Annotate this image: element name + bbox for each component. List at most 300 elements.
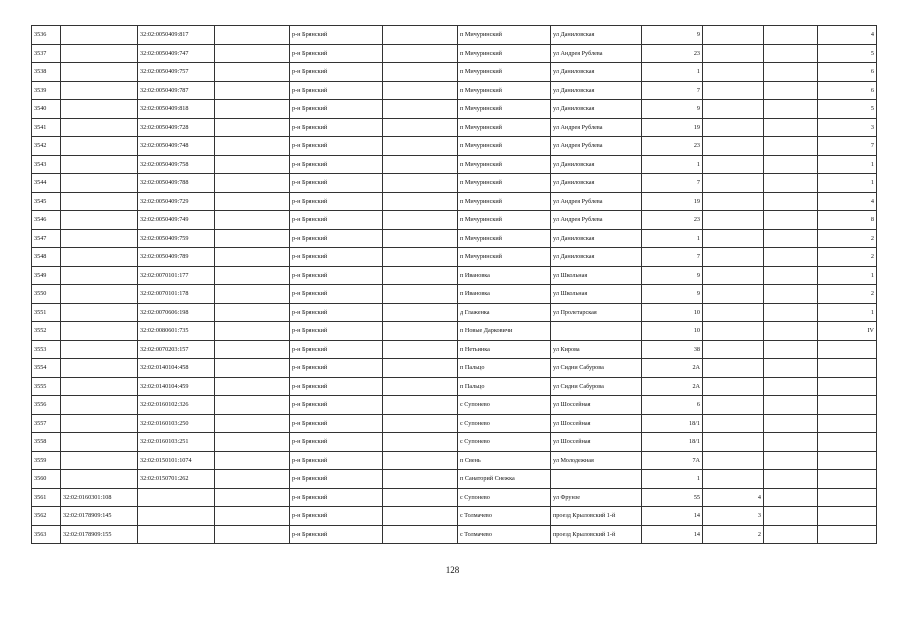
cell-empty-col-6 bbox=[383, 44, 458, 63]
cell-empty-col-11 bbox=[764, 303, 818, 322]
cell-cadastral-number-b: 32:02:0050409:757 bbox=[138, 63, 215, 82]
cell-building-number bbox=[703, 451, 764, 470]
cell-record-number: 3540 bbox=[32, 100, 61, 119]
table-row bbox=[32, 137, 877, 156]
cell-district: р-н Брянский bbox=[290, 414, 383, 433]
cell-district: р-н Брянский bbox=[290, 266, 383, 285]
cell-empty-col-11 bbox=[764, 322, 818, 341]
cell-empty-col-6 bbox=[383, 81, 458, 100]
cell-empty-col-11 bbox=[764, 359, 818, 378]
cell-apartment-number: 3 bbox=[818, 118, 877, 137]
cell-empty-col-6 bbox=[383, 377, 458, 396]
cell-record-number: 3549 bbox=[32, 266, 61, 285]
cell-house-number: 9 bbox=[642, 266, 703, 285]
cell-settlement: с Супонево bbox=[458, 414, 551, 433]
page-number: 128 bbox=[445, 565, 460, 575]
cell-empty-col-4 bbox=[215, 340, 290, 359]
cell-empty-col-11 bbox=[764, 507, 818, 526]
cell-house-number: 14 bbox=[642, 525, 703, 544]
cell-empty-col-6 bbox=[383, 507, 458, 526]
cell-record-number: 3552 bbox=[32, 322, 61, 341]
table-row bbox=[32, 118, 877, 137]
cell-cadastral-number-a: 32:02:0160301:108 bbox=[61, 488, 138, 507]
cell-district: р-н Брянский bbox=[290, 137, 383, 156]
cell-empty-col-4 bbox=[215, 266, 290, 285]
cell-settlement: с Супонево bbox=[458, 396, 551, 415]
cell-cadastral-number-b: 32:02:0150101:1074 bbox=[138, 451, 215, 470]
cell-cadastral-number-a bbox=[61, 285, 138, 304]
cell-house-number: 55 bbox=[642, 488, 703, 507]
cell-apartment-number: 5 bbox=[818, 44, 877, 63]
cell-apartment-number: 2 bbox=[818, 248, 877, 267]
cell-building-number bbox=[703, 137, 764, 156]
cell-record-number: 3560 bbox=[32, 470, 61, 489]
cell-settlement: п Мичуринский bbox=[458, 211, 551, 230]
cell-empty-col-11 bbox=[764, 155, 818, 174]
cell-empty-col-4 bbox=[215, 211, 290, 230]
cell-street: ул Даниловская bbox=[551, 100, 642, 119]
cell-empty-col-4 bbox=[215, 81, 290, 100]
cell-apartment-number: 8 bbox=[818, 211, 877, 230]
cell-house-number: 1 bbox=[642, 229, 703, 248]
cell-record-number: 3545 bbox=[32, 192, 61, 211]
cell-district: р-н Брянский bbox=[290, 525, 383, 544]
cell-empty-col-11 bbox=[764, 285, 818, 304]
cell-empty-col-4 bbox=[215, 322, 290, 341]
cell-street: ул Сидни Сабурова bbox=[551, 377, 642, 396]
cell-house-number: 10 bbox=[642, 303, 703, 322]
cell-empty-col-11 bbox=[764, 451, 818, 470]
cell-empty-col-4 bbox=[215, 192, 290, 211]
cell-empty-col-6 bbox=[383, 322, 458, 341]
cell-empty-col-11 bbox=[764, 248, 818, 267]
cell-empty-col-6 bbox=[383, 303, 458, 322]
cell-house-number: 7А bbox=[642, 451, 703, 470]
cell-cadastral-number-a bbox=[61, 470, 138, 489]
cell-settlement: с Толмачево bbox=[458, 525, 551, 544]
cell-empty-col-6 bbox=[383, 229, 458, 248]
cell-district: р-н Брянский bbox=[290, 81, 383, 100]
cell-settlement: п Мичуринский bbox=[458, 44, 551, 63]
cell-record-number: 3543 bbox=[32, 155, 61, 174]
cell-street: ул Даниловская bbox=[551, 63, 642, 82]
cell-cadastral-number-a bbox=[61, 229, 138, 248]
cell-settlement: п Мичуринский bbox=[458, 192, 551, 211]
cell-cadastral-number-a bbox=[61, 396, 138, 415]
table-row bbox=[32, 26, 877, 45]
cell-settlement: п Мичуринский bbox=[458, 118, 551, 137]
cell-empty-col-4 bbox=[215, 488, 290, 507]
cell-street bbox=[551, 322, 642, 341]
cell-street: ул Даниловская bbox=[551, 155, 642, 174]
cell-apartment-number: 7 bbox=[818, 137, 877, 156]
cell-cadastral-number-a bbox=[61, 137, 138, 156]
cell-apartment-number: 1 bbox=[818, 174, 877, 193]
cell-district: р-н Брянский bbox=[290, 155, 383, 174]
cell-empty-col-11 bbox=[764, 229, 818, 248]
cell-street: проезд Крыловский 1-й bbox=[551, 507, 642, 526]
cell-empty-col-4 bbox=[215, 285, 290, 304]
table-row bbox=[32, 507, 877, 526]
cell-settlement: п Мичуринский bbox=[458, 81, 551, 100]
cell-settlement: п Мичуринский bbox=[458, 63, 551, 82]
cell-house-number: 6 bbox=[642, 396, 703, 415]
table-row bbox=[32, 229, 877, 248]
cell-empty-col-4 bbox=[215, 137, 290, 156]
table-row bbox=[32, 248, 877, 267]
cell-district: р-н Брянский bbox=[290, 377, 383, 396]
cell-empty-col-4 bbox=[215, 26, 290, 45]
cell-empty-col-6 bbox=[383, 155, 458, 174]
cell-record-number: 3563 bbox=[32, 525, 61, 544]
table-row bbox=[32, 44, 877, 63]
cell-cadastral-number-a bbox=[61, 26, 138, 45]
cell-empty-col-11 bbox=[764, 414, 818, 433]
cell-house-number: 9 bbox=[642, 26, 703, 45]
cell-cadastral-number-b: 32:02:0160103:251 bbox=[138, 433, 215, 452]
cell-cadastral-number-b: 32:02:0070101:178 bbox=[138, 285, 215, 304]
cell-cadastral-number-b: 32:02:0050409:758 bbox=[138, 155, 215, 174]
cell-house-number: 23 bbox=[642, 44, 703, 63]
cell-empty-col-4 bbox=[215, 414, 290, 433]
cell-building-number bbox=[703, 285, 764, 304]
cell-empty-col-6 bbox=[383, 248, 458, 267]
cell-settlement: д Глаженка bbox=[458, 303, 551, 322]
cell-cadastral-number-b: 32:02:0150701:262 bbox=[138, 470, 215, 489]
cell-house-number: 18/1 bbox=[642, 414, 703, 433]
cell-empty-col-6 bbox=[383, 192, 458, 211]
cell-cadastral-number-b: 32:02:0160102:326 bbox=[138, 396, 215, 415]
cell-house-number: 38 bbox=[642, 340, 703, 359]
cell-apartment-number bbox=[818, 414, 877, 433]
cell-district: р-н Брянский bbox=[290, 118, 383, 137]
cell-building-number bbox=[703, 322, 764, 341]
table-row bbox=[32, 433, 877, 452]
table-row bbox=[32, 322, 877, 341]
cell-district: р-н Брянский bbox=[290, 303, 383, 322]
cell-cadastral-number-b: 32:02:0070606:198 bbox=[138, 303, 215, 322]
cell-street: проезд Крыловский 1-й bbox=[551, 525, 642, 544]
cell-apartment-number bbox=[818, 525, 877, 544]
cell-cadastral-number-a bbox=[61, 81, 138, 100]
cell-district: р-н Брянский bbox=[290, 340, 383, 359]
cell-empty-col-6 bbox=[383, 470, 458, 489]
cell-cadastral-number-a bbox=[61, 303, 138, 322]
cell-empty-col-11 bbox=[764, 137, 818, 156]
cell-settlement: п Мичуринский bbox=[458, 229, 551, 248]
cell-empty-col-4 bbox=[215, 248, 290, 267]
cell-building-number bbox=[703, 192, 764, 211]
cell-apartment-number: IV bbox=[818, 322, 877, 341]
cell-district: р-н Брянский bbox=[290, 507, 383, 526]
cell-settlement: п Санаторий Снежка bbox=[458, 470, 551, 489]
cell-settlement: п Ивановка bbox=[458, 266, 551, 285]
cell-empty-col-11 bbox=[764, 174, 818, 193]
cell-empty-col-6 bbox=[383, 451, 458, 470]
cell-district: р-н Брянский bbox=[290, 470, 383, 489]
cell-cadastral-number-b: 32:02:0050409:818 bbox=[138, 100, 215, 119]
cell-apartment-number bbox=[818, 377, 877, 396]
cell-apartment-number: 4 bbox=[818, 192, 877, 211]
cell-cadastral-number-a bbox=[61, 118, 138, 137]
cell-cadastral-number-b: 32:02:0050409:759 bbox=[138, 229, 215, 248]
cell-cadastral-number-b bbox=[138, 525, 215, 544]
cell-district: р-н Брянский bbox=[290, 322, 383, 341]
cell-cadastral-number-b: 32:02:0050409:728 bbox=[138, 118, 215, 137]
cell-empty-col-4 bbox=[215, 433, 290, 452]
cell-street: ул Школьная bbox=[551, 285, 642, 304]
cell-district: р-н Брянский bbox=[290, 451, 383, 470]
cell-empty-col-6 bbox=[383, 118, 458, 137]
cell-cadastral-number-b: 32:02:0050409:789 bbox=[138, 248, 215, 267]
cell-empty-col-11 bbox=[764, 118, 818, 137]
cell-settlement: п Мичуринский bbox=[458, 155, 551, 174]
cell-building-number bbox=[703, 359, 764, 378]
cell-empty-col-4 bbox=[215, 100, 290, 119]
table-row bbox=[32, 340, 877, 359]
cell-building-number bbox=[703, 81, 764, 100]
cell-record-number: 3551 bbox=[32, 303, 61, 322]
cell-house-number: 18/1 bbox=[642, 433, 703, 452]
cell-empty-col-6 bbox=[383, 340, 458, 359]
cell-street: ул Андрея Рублева bbox=[551, 211, 642, 230]
cell-empty-col-11 bbox=[764, 340, 818, 359]
cell-empty-col-11 bbox=[764, 488, 818, 507]
cell-cadastral-number-b: 32:02:0050409:747 bbox=[138, 44, 215, 63]
cell-apartment-number bbox=[818, 396, 877, 415]
cell-empty-col-4 bbox=[215, 174, 290, 193]
cell-settlement: п Мичуринский bbox=[458, 248, 551, 267]
cell-apartment-number bbox=[818, 488, 877, 507]
cell-building-number bbox=[703, 248, 764, 267]
table-row bbox=[32, 155, 877, 174]
cell-building-number bbox=[703, 470, 764, 489]
cell-empty-col-11 bbox=[764, 470, 818, 489]
cell-apartment-number: 6 bbox=[818, 81, 877, 100]
cell-empty-col-4 bbox=[215, 525, 290, 544]
table-row bbox=[32, 396, 877, 415]
cell-cadastral-number-b bbox=[138, 507, 215, 526]
cell-street: ул Даниловская bbox=[551, 229, 642, 248]
table-row bbox=[32, 488, 877, 507]
cell-street: ул Сидни Сабурова bbox=[551, 359, 642, 378]
table-row bbox=[32, 414, 877, 433]
cell-building-number: 4 bbox=[703, 488, 764, 507]
cell-settlement: п Мичуринский bbox=[458, 26, 551, 45]
cell-record-number: 3538 bbox=[32, 63, 61, 82]
cell-building-number bbox=[703, 303, 764, 322]
cell-building-number bbox=[703, 211, 764, 230]
cell-record-number: 3554 bbox=[32, 359, 61, 378]
table-row bbox=[32, 525, 877, 544]
cell-empty-col-4 bbox=[215, 303, 290, 322]
cell-empty-col-6 bbox=[383, 100, 458, 119]
cell-street: ул Даниловская bbox=[551, 26, 642, 45]
cell-record-number: 3562 bbox=[32, 507, 61, 526]
cell-empty-col-4 bbox=[215, 63, 290, 82]
cell-settlement: п Свень bbox=[458, 451, 551, 470]
cell-apartment-number bbox=[818, 433, 877, 452]
cell-apartment-number: 1 bbox=[818, 266, 877, 285]
cell-house-number: 1 bbox=[642, 155, 703, 174]
cell-street: ул Даниловская bbox=[551, 174, 642, 193]
cell-empty-col-4 bbox=[215, 155, 290, 174]
cell-empty-col-4 bbox=[215, 377, 290, 396]
cell-empty-col-11 bbox=[764, 525, 818, 544]
cell-cadastral-number-a bbox=[61, 359, 138, 378]
cell-district: р-н Брянский bbox=[290, 248, 383, 267]
cell-building-number bbox=[703, 63, 764, 82]
cell-house-number: 14 bbox=[642, 507, 703, 526]
cell-apartment-number bbox=[818, 340, 877, 359]
cell-house-number: 1 bbox=[642, 63, 703, 82]
cell-street: ул Шоссейная bbox=[551, 433, 642, 452]
cell-cadastral-number-a bbox=[61, 192, 138, 211]
cell-street: ул Кирова bbox=[551, 340, 642, 359]
table-row bbox=[32, 359, 877, 378]
table-row bbox=[32, 211, 877, 230]
cell-street: ул Андрея Рублева bbox=[551, 44, 642, 63]
cell-street: ул Даниловская bbox=[551, 81, 642, 100]
cell-empty-col-11 bbox=[764, 44, 818, 63]
cell-street: ул Андрея Рублева bbox=[551, 118, 642, 137]
table-row bbox=[32, 63, 877, 82]
cell-settlement: с Супонево bbox=[458, 488, 551, 507]
cell-record-number: 3536 bbox=[32, 26, 61, 45]
cell-house-number: 19 bbox=[642, 192, 703, 211]
cell-record-number: 3550 bbox=[32, 285, 61, 304]
cell-empty-col-6 bbox=[383, 26, 458, 45]
cell-record-number: 3537 bbox=[32, 44, 61, 63]
cell-cadastral-number-b: 32:02:0080601:735 bbox=[138, 322, 215, 341]
cell-apartment-number bbox=[818, 359, 877, 378]
cell-house-number: 7 bbox=[642, 174, 703, 193]
table-row bbox=[32, 303, 877, 322]
cell-house-number: 23 bbox=[642, 211, 703, 230]
cell-district: р-н Брянский bbox=[290, 26, 383, 45]
cell-empty-col-11 bbox=[764, 211, 818, 230]
cell-apartment-number bbox=[818, 507, 877, 526]
cell-cadastral-number-a bbox=[61, 451, 138, 470]
cell-district: р-н Брянский bbox=[290, 63, 383, 82]
cell-house-number: 1 bbox=[642, 470, 703, 489]
cell-empty-col-6 bbox=[383, 63, 458, 82]
cell-street: ул Андрея Рублева bbox=[551, 137, 642, 156]
cell-empty-col-6 bbox=[383, 266, 458, 285]
cell-empty-col-4 bbox=[215, 451, 290, 470]
cell-house-number: 2А bbox=[642, 359, 703, 378]
cell-building-number bbox=[703, 396, 764, 415]
cell-empty-col-11 bbox=[764, 192, 818, 211]
cell-building-number: 3 bbox=[703, 507, 764, 526]
cell-cadastral-number-b bbox=[138, 488, 215, 507]
cell-apartment-number: 5 bbox=[818, 100, 877, 119]
cell-empty-col-11 bbox=[764, 396, 818, 415]
cell-building-number bbox=[703, 100, 764, 119]
cell-settlement: п Пальцо bbox=[458, 359, 551, 378]
cell-record-number: 3541 bbox=[32, 118, 61, 137]
cell-cadastral-number-b: 32:02:0160103:250 bbox=[138, 414, 215, 433]
cell-house-number: 9 bbox=[642, 100, 703, 119]
cell-empty-col-11 bbox=[764, 63, 818, 82]
cell-settlement: с Супонево bbox=[458, 433, 551, 452]
cell-empty-col-4 bbox=[215, 44, 290, 63]
cell-district: р-н Брянский bbox=[290, 396, 383, 415]
cell-empty-col-6 bbox=[383, 488, 458, 507]
cell-cadastral-number-a bbox=[61, 63, 138, 82]
cell-cadastral-number-b: 32:02:0140104:458 bbox=[138, 359, 215, 378]
cell-cadastral-number-b: 32:02:0050409:788 bbox=[138, 174, 215, 193]
cell-cadastral-number-b: 32:02:0050409:817 bbox=[138, 26, 215, 45]
cell-building-number bbox=[703, 174, 764, 193]
cell-cadastral-number-a bbox=[61, 155, 138, 174]
cell-building-number: 2 bbox=[703, 525, 764, 544]
cell-street: ул Фрунзе bbox=[551, 488, 642, 507]
cell-settlement: п Нетьинка bbox=[458, 340, 551, 359]
cell-cadastral-number-a: 32:02:0178909:155 bbox=[61, 525, 138, 544]
cell-street: ул Шоссейная bbox=[551, 396, 642, 415]
table-row bbox=[32, 470, 877, 489]
cell-empty-col-11 bbox=[764, 100, 818, 119]
cell-empty-col-4 bbox=[215, 470, 290, 489]
cell-building-number bbox=[703, 266, 764, 285]
cell-empty-col-11 bbox=[764, 81, 818, 100]
cell-empty-col-11 bbox=[764, 266, 818, 285]
cell-empty-col-4 bbox=[215, 229, 290, 248]
cell-street: ул Школьная bbox=[551, 266, 642, 285]
cell-district: р-н Брянский bbox=[290, 229, 383, 248]
cell-apartment-number: 2 bbox=[818, 285, 877, 304]
cell-cadastral-number-a bbox=[61, 340, 138, 359]
cell-house-number: 10 bbox=[642, 322, 703, 341]
cell-settlement: п Новые Дарковичи bbox=[458, 322, 551, 341]
cell-cadastral-number-b: 32:02:0070203:157 bbox=[138, 340, 215, 359]
cell-apartment-number bbox=[818, 451, 877, 470]
cell-district: р-н Брянский bbox=[290, 44, 383, 63]
cell-building-number bbox=[703, 433, 764, 452]
cell-cadastral-number-a bbox=[61, 377, 138, 396]
cell-building-number bbox=[703, 377, 764, 396]
cell-cadastral-number-a bbox=[61, 211, 138, 230]
cell-district: р-н Брянский bbox=[290, 100, 383, 119]
cell-empty-col-6 bbox=[383, 433, 458, 452]
cell-house-number: 23 bbox=[642, 137, 703, 156]
cell-apartment-number: 1 bbox=[818, 303, 877, 322]
cell-cadastral-number-a bbox=[61, 248, 138, 267]
cell-empty-col-6 bbox=[383, 359, 458, 378]
cell-house-number: 9 bbox=[642, 285, 703, 304]
cell-cadastral-number-a: 32:02:0178909:145 bbox=[61, 507, 138, 526]
cell-record-number: 3558 bbox=[32, 433, 61, 452]
cell-settlement: п Ивановка bbox=[458, 285, 551, 304]
cell-building-number bbox=[703, 26, 764, 45]
cell-house-number: 2А bbox=[642, 377, 703, 396]
cell-settlement: п Мичуринский bbox=[458, 100, 551, 119]
cell-cadastral-number-b: 32:02:0140104:459 bbox=[138, 377, 215, 396]
cell-record-number: 3561 bbox=[32, 488, 61, 507]
cell-record-number: 3544 bbox=[32, 174, 61, 193]
cell-record-number: 3557 bbox=[32, 414, 61, 433]
cell-record-number: 3539 bbox=[32, 81, 61, 100]
cell-record-number: 3542 bbox=[32, 137, 61, 156]
cell-street: ул Молодежная bbox=[551, 451, 642, 470]
cell-apartment-number: 6 bbox=[818, 63, 877, 82]
cell-record-number: 3555 bbox=[32, 377, 61, 396]
registry-table bbox=[31, 25, 877, 544]
cell-empty-col-6 bbox=[383, 174, 458, 193]
cell-empty-col-11 bbox=[764, 433, 818, 452]
cell-cadastral-number-b: 32:02:0050409:749 bbox=[138, 211, 215, 230]
